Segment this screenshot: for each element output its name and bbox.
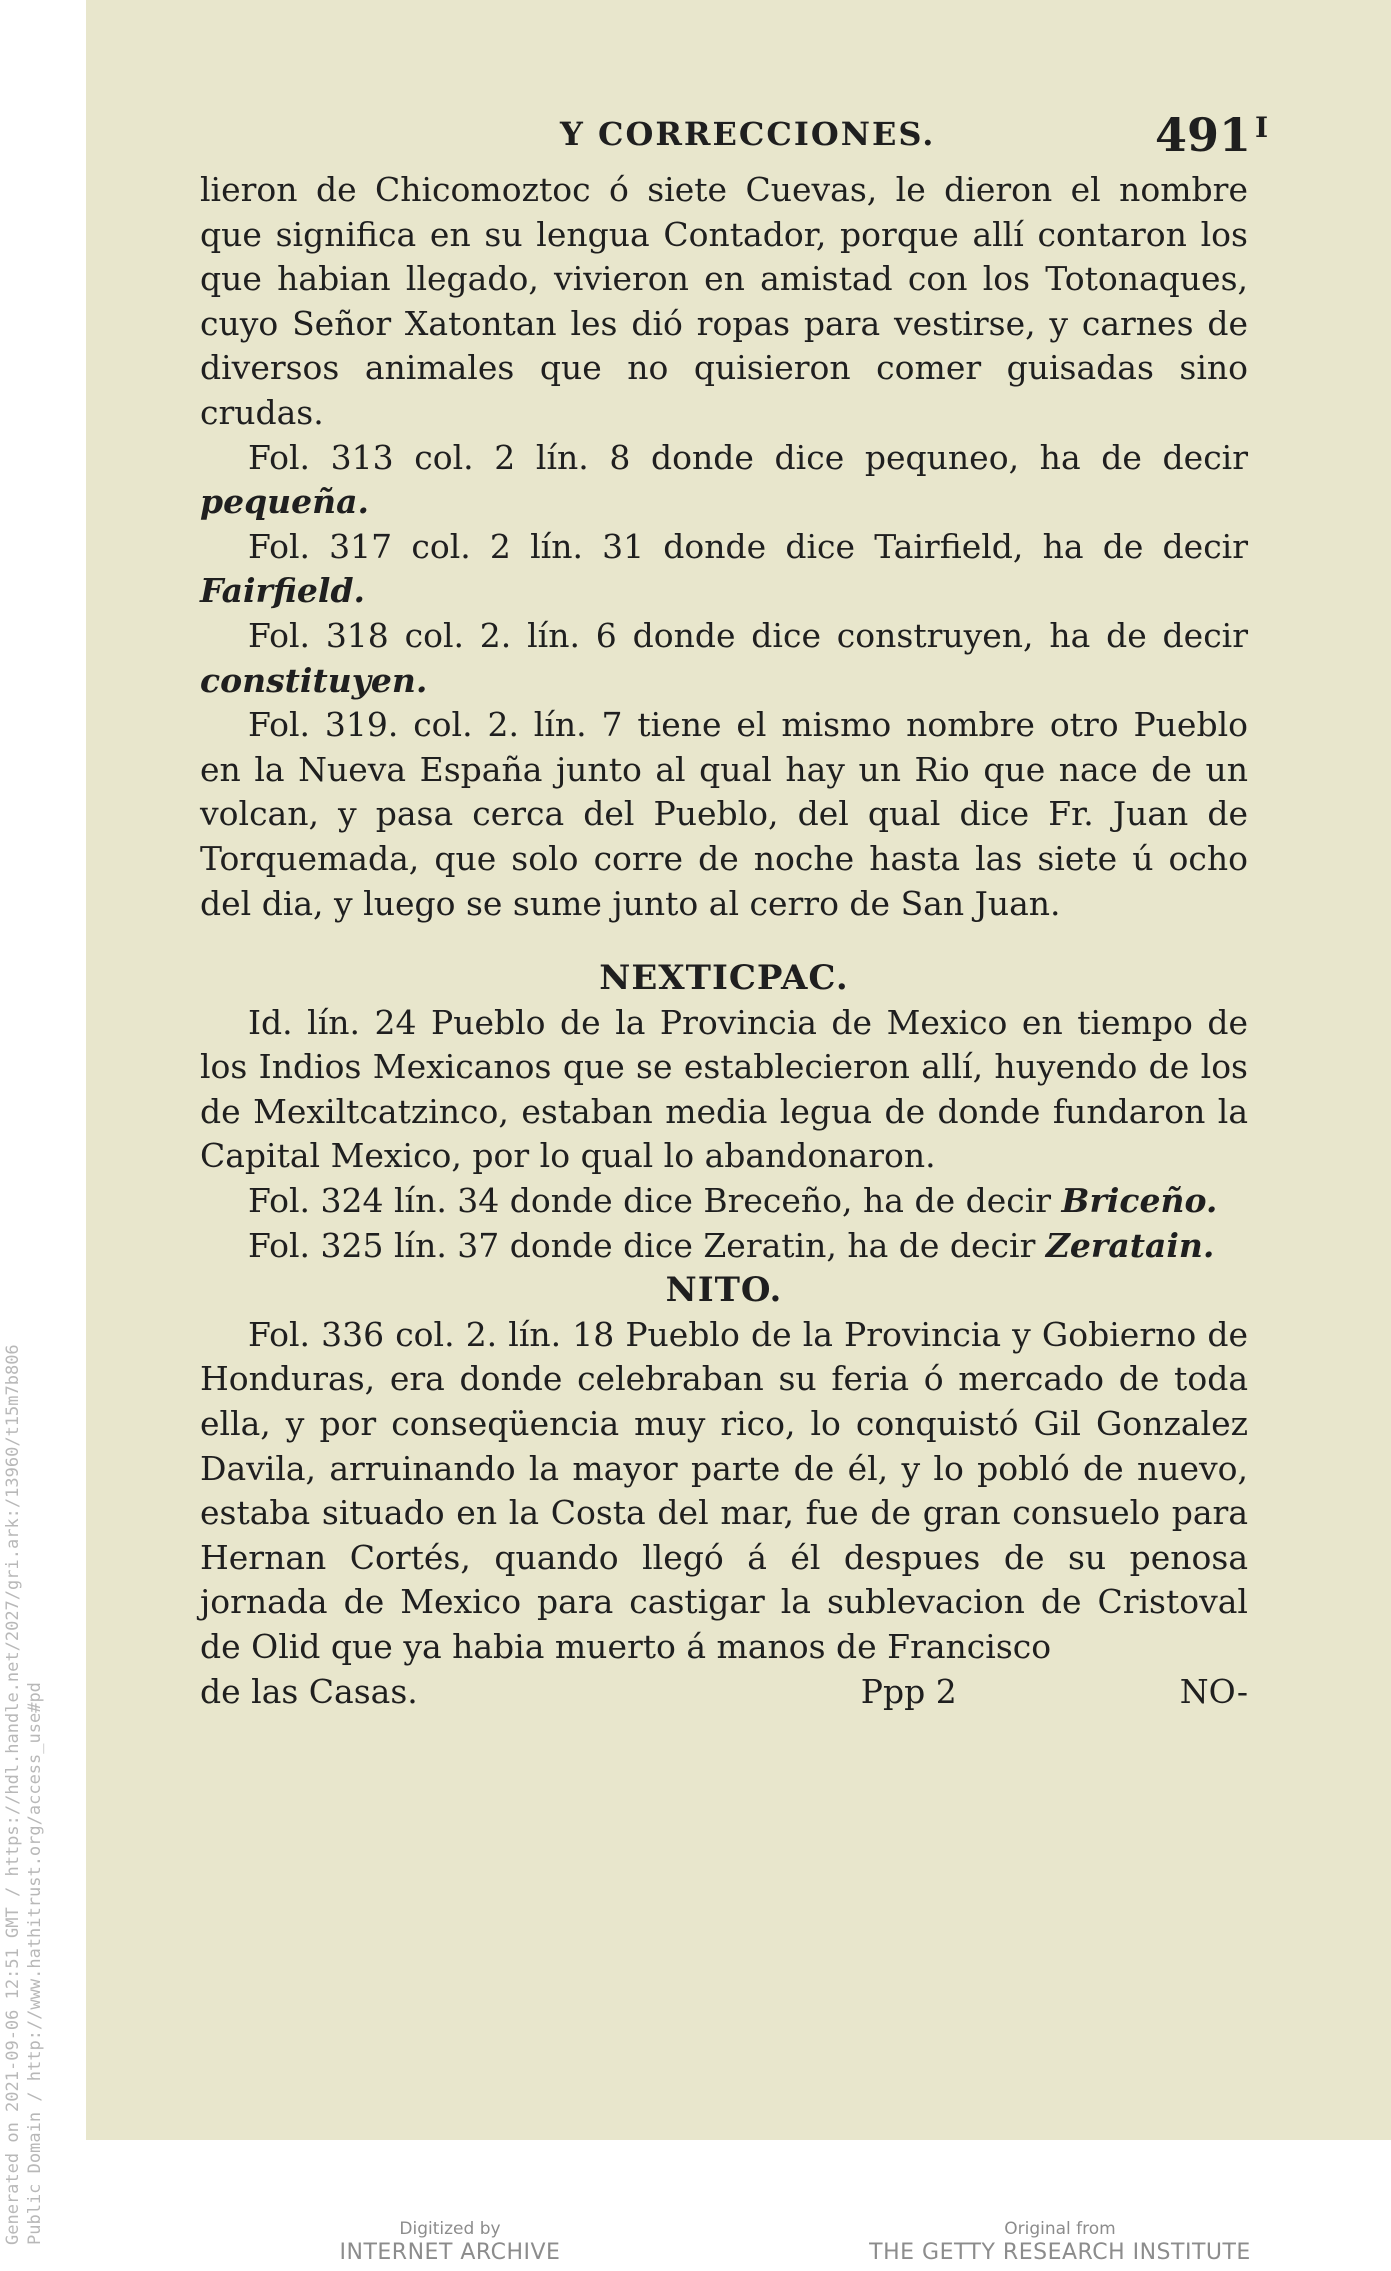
page-mark: I bbox=[1255, 111, 1269, 144]
last-line bbox=[200, 1670, 1248, 1715]
digitized-by-credit: Digitized by INTERNET ARCHIVE bbox=[339, 2219, 561, 2265]
correction-entry: Id. lín. 24 Pueblo de la Provincia de Mexico en tiempo de los Indios Mexicanos que se establecieron allí, huyendo de los de Mexiltcatzinco, estaban media legua de donde fundaron la Capital Mexico, por lo qual lo abandonaron. bbox=[200, 1002, 1248, 1176]
page-number: 491 $^I$ bbox=[1155, 108, 1269, 162]
correction-entry: Fol. 318 col. 2. lín. 6 donde dice construyen, ha de decir constituyen. bbox=[200, 615, 1248, 700]
section-heading-nito: NITO. bbox=[665, 1270, 783, 1311]
correction-entry: Fol. 313 col. 2 lín. 8 donde dice pequneo, ha de decir pequeña. bbox=[200, 437, 1248, 522]
correction-entry: Fol. 336 col. 2. lín. 18 Pueblo de la Provincia y Gobierno de Honduras, era donde celebraban su feria ó mercado de toda ella, y por conseqüencia muy rico, lo conquistó Gil Gonzalez Davila, arruinando la mayor parte de él, y lo pobló de nuevo, estaba situado en la Costa del mar, fue de gran consuelo para Hernan Cortés, quando llegó á él despues de su penosa jornada de Mexico para castigar la sublevacion de Cristoval de Olid que ya habia muerto á manos de Francisco bbox=[200, 1314, 1248, 1666]
correction-entry: Fol. 317 col. 2 lín. 31 donde dice Tairfield, ha de decir Fairfield. bbox=[200, 526, 1248, 611]
page-body bbox=[200, 168, 1248, 1714]
correction-entry: Fol. 319. col. 2. lín. 7 tiene el mismo nombre otro Pueblo en la Nueva España junto al qual hay un Rio que nace de un volcan, y pasa cerca del Pueblo, del qual dice Fr. Juan de Torquemada, que solo corre de noche hasta las siete ú ocho del dia, y luego se sume junto al cerro de San Juan. bbox=[200, 705, 1248, 923]
correction-entry: Fol. 324 lín. 34 donde dice Breceño, ha de decir Briceño. bbox=[248, 1181, 1218, 1221]
catchword: NO- bbox=[1179, 1671, 1248, 1711]
public-domain-line: Public Domain / http://www.hathitrust.org/access_use#pd bbox=[25, 1682, 45, 2245]
paragraph-continuation: lieron de Chicomoztoc ó siete Cuevas, le dieron el nombre que significa en su lengua Contador, porque allí contaron los que habian llegado, vivieron en amistad con los Totonaques, cuyo Señor Xatontan les dió ropas para vestirse, y carnes de diversos animales que no quisieron comer guisadas sino crudas. bbox=[200, 170, 1248, 432]
generated-line: Generated on 2021-09-06 12:51 GMT / https://hdl.handle.net/2027/gri.ark:/13960/t15m7b806 bbox=[3, 1344, 23, 2245]
signature-mark: Ppp 2 bbox=[860, 1671, 957, 1711]
original-from-credit: Original from THE GETTY RESEARCH INSTITUTE bbox=[869, 2219, 1251, 2265]
last-line-text: de las Casas. bbox=[200, 1671, 418, 1711]
section-heading-nexticpac: NEXTICPAC. bbox=[599, 958, 849, 999]
correction-entry: Fol. 325 lín. 37 donde dice Zeratin, ha de decir Zeratain. bbox=[248, 1225, 1215, 1265]
hathitrust-watermark bbox=[2, 1160, 46, 2245]
running-title: Y CORRECCIONES. bbox=[560, 115, 936, 153]
